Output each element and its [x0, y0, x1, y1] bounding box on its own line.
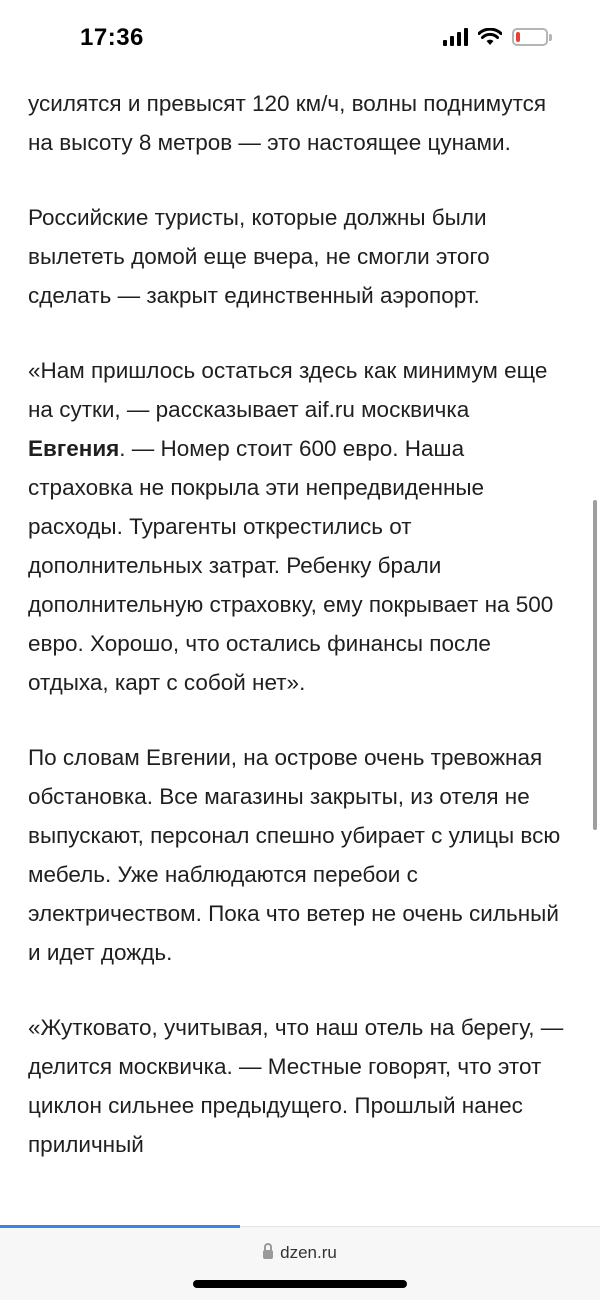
url-display[interactable]	[0, 1243, 600, 1263]
article-body	[28, 84, 573, 1200]
quote-text: . — Номер стоит 600 евро. Наша страховка не покрыла эти непредвиденные расходы. Турагенты открестились от дополнительных затрат. Ребенку брали дополнительную страховку, ему покрывает на 500 евро. Хорошо, что остались финансы после отдыха, карт с собой нет».	[28, 436, 554, 695]
url-text: dzen.ru	[280, 1243, 337, 1262]
page-load-progress	[0, 1225, 240, 1228]
status-time: 17:36	[80, 24, 144, 51]
battery-low-icon	[512, 28, 548, 46]
lock-icon	[263, 1250, 273, 1259]
cellular-signal-icon	[443, 28, 468, 46]
article-paragraph	[28, 351, 573, 702]
status-icons	[443, 28, 548, 46]
article-paragraph: Российские туристы, которые должны были вылететь домой еще вчера, не смогли этого сделать — закрыт единственный аэропорт.	[28, 205, 490, 308]
article-paragraph: усилятся и превысят 120 км/ч, волны поднимутся на высоту 8 метров — это настоящее цунами.	[28, 91, 547, 155]
article-paragraph: По словам Евгении, на острове очень тревожная обстановка. Все магазины закрыты, из отеля не выпускают, персонал спешно убирает с улицы всю мебель. Уже наблюдаются перебои с электричеством. Пока что ветер не очень сильный и идет дождь.	[28, 745, 561, 965]
quote-text: «Нам пришлось остаться здесь как минимум еще на сутки, — рассказывает aif.ru москвичка	[28, 358, 548, 422]
browser-url-bar[interactable]	[0, 1226, 600, 1300]
status-bar	[0, 0, 600, 80]
article-paragraph: «Жутковато, учитывая, что наш отель на берегу, — делится москвичка. — Местные говорят, что этот циклон сильнее предыдущего. Прошлый нанес приличный	[28, 1015, 564, 1157]
wifi-icon	[478, 28, 502, 46]
person-name: Евгения	[28, 436, 120, 461]
home-indicator[interactable]	[193, 1280, 407, 1288]
scroll-indicator[interactable]	[593, 500, 597, 830]
